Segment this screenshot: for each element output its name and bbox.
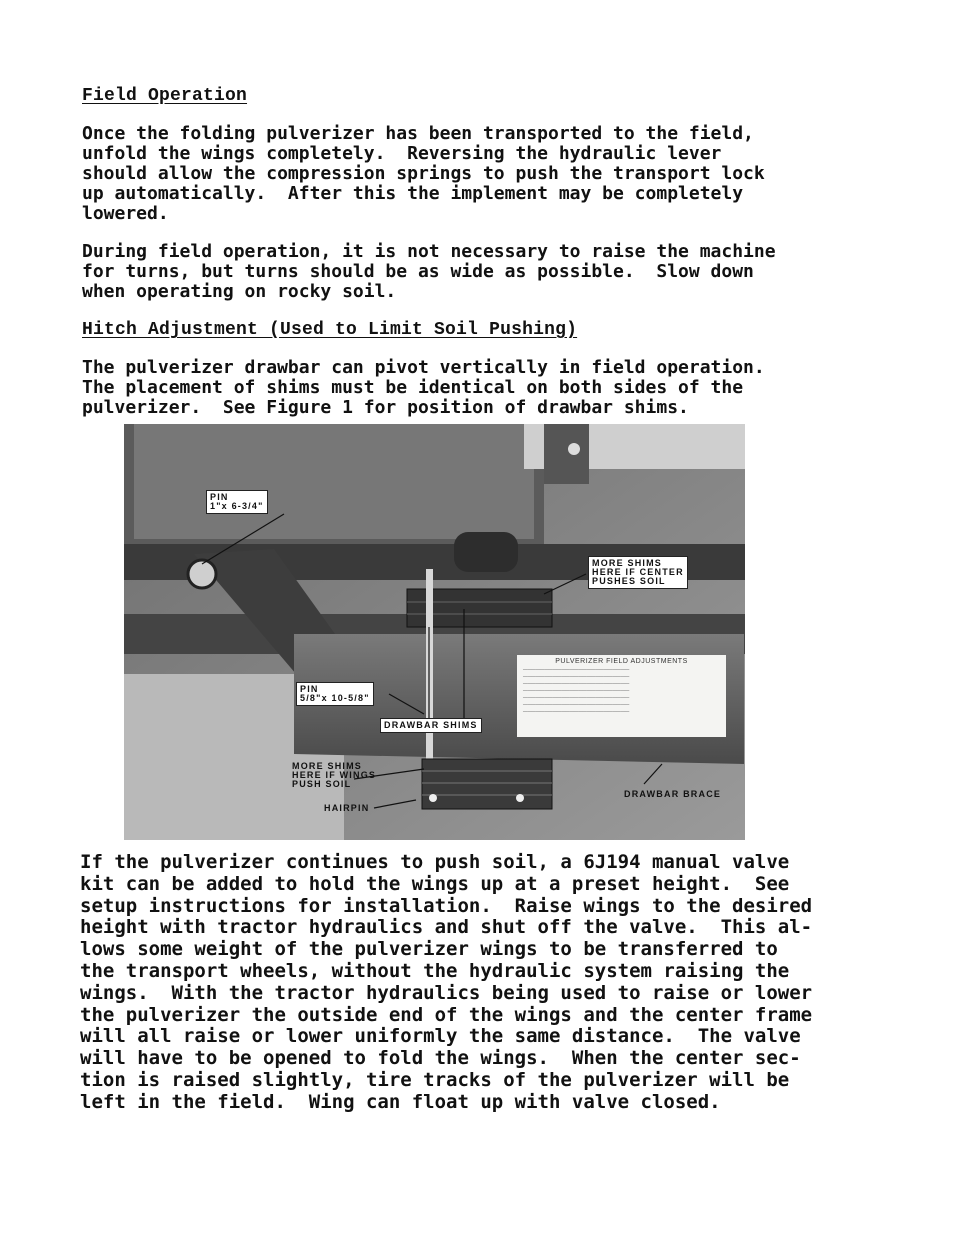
decal-line: ─────────────────────────	[523, 674, 630, 680]
callout-pin-top: PIN 1"x 6-3/4"	[206, 490, 268, 514]
decal-title: PULVERIZER FIELD ADJUSTMENTS	[555, 658, 688, 665]
decal-line: ─────────────────────────	[523, 667, 630, 673]
callout-more-shims-wings: MORE SHIMS HERE IF WINGS PUSH SOIL	[292, 761, 377, 789]
field-operation-paragraph-1: Once the folding pulverizer has been transported to the field, unfold the wings completely. Reversing the hydraulic lever should allow the compression springs to push the transport lock up automatically. After this the implement may be completely lowered.	[82, 123, 765, 224]
decal-line: ─────────────────────────	[523, 702, 630, 708]
decal-line: ─────────────────────────	[523, 688, 630, 694]
decal-line: ─────────────────────────	[523, 681, 630, 687]
field-operation-heading: Field Operation	[82, 86, 248, 106]
hitch-adjustment-heading: Hitch Adjustment (Used to Limit Soil Pushing)	[82, 320, 578, 340]
machinery-photo-illustration	[124, 424, 745, 840]
hitch-adjustment-paragraph-1: The pulverizer drawbar can pivot vertically in field operation. The placement of shims must be identical on both sides of the pulverizer. See Figure 1 for position of drawbar shims.	[82, 357, 765, 418]
field-operation-paragraph-2: During field operation, it is not necessary to raise the machine for turns, but turns should be as wide as possible. Slow down when operating on rocky soil.	[82, 241, 776, 302]
pulverizer-adjustments-decal	[517, 655, 726, 737]
callout-drawbar-shims: DRAWBAR SHIMS	[380, 718, 482, 733]
hitch-adjustment-paragraph-2: If the pulverizer continues to push soil, a 6J194 manual valve kit can be added to hold the wings up at a preset height. See setup instructions for installation. Raise wings to the desired height with tractor hydraulics and shut off the valve. This al- lows some weight of the pulverizer wings to be transferred to the transport wheels, without the hydraulic system raising the wings. With the tractor hydraulics being used to raise or lower the pulverizer the outside end of the wings and the center frame will all raise or lower uniformly the same distance. The valve will have to be opened to fold the wings. When the center sec- tion is raised slightly, tire tracks of the pulverizer will be left in the field. Wing can float up with valve closed.	[80, 851, 813, 1113]
callout-hairpin: HAIRPIN	[324, 803, 370, 813]
callout-more-shims-center: MORE SHIMS HERE IF CENTER PUSHES SOIL	[588, 556, 688, 589]
figure-1-drawbar-shims-photo	[124, 424, 745, 840]
callout-drawbar-brace: DRAWBAR BRACE	[624, 789, 722, 799]
decal-line: ─────────────────────────	[523, 709, 630, 715]
decal-line: ─────────────────────────	[523, 695, 630, 701]
callout-pin-bottom: PIN 5/8"x 10-5/8"	[296, 682, 374, 706]
